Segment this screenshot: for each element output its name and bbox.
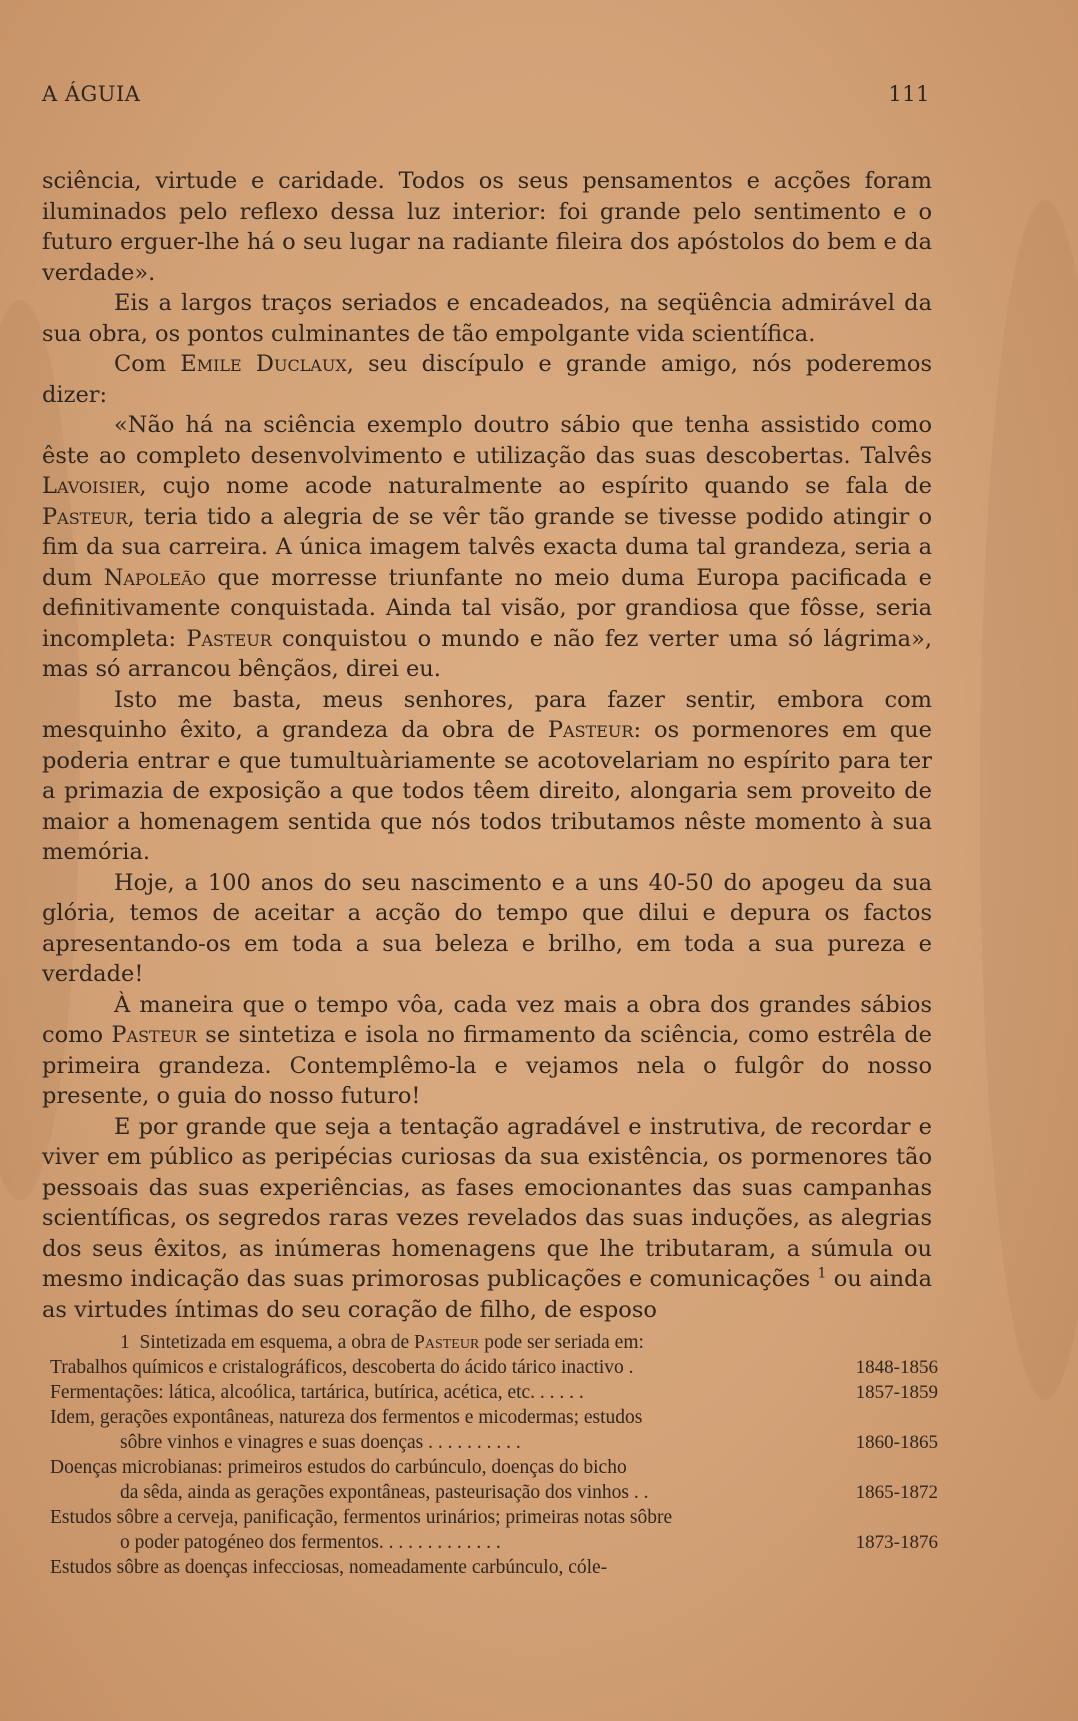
- footnote-row-years: 1860-1865: [855, 1432, 938, 1453]
- footnote-reference: 1: [817, 1265, 827, 1282]
- paragraph-text: que morresse triunfante no meio duma Europa pacificada e definitivamente conquistada. Ainda tal visão, por grandiosa que fôsse, seria incompleta:: [42, 564, 932, 652]
- person-name: Napoleão: [103, 564, 206, 591]
- footnote-list: [50, 1355, 938, 1580]
- footnote-row-text: Fermentações: lática, alcoólica, tartárica, butírica, acética, etc. . . . . .: [50, 1382, 584, 1403]
- paragraph: [42, 288, 932, 349]
- paragraph-text: : os pormenores em que poderia entrar e que tumultuàriamente se acotovelariam no espírito para ter a primazia de exposição a que todos têem direito, alongaria sem proveito de maior a homenagem sentida que nós todos tributamos nêste momento à sua memória.: [42, 717, 932, 865]
- footnote-marker: 1: [120, 1332, 130, 1353]
- paragraph-text: E por grande que seja a tentação agradável e instrutiva, de recordar e viver em público as peripécias curiosas da sua existência, os pormenores tão pessoais das suas experiências, as fases emocionantes das suas campanhas scientíficas, os segredos raras vezes revelados das suas induções, as alegrias dos seus êxitos, as inúmeras homenagens que lhe tributaram, a súmula ou mesmo indicação das suas primorosas publicações e comunicações: [42, 1113, 932, 1292]
- paragraph: [42, 1112, 932, 1326]
- person-name: Lavoisier: [42, 473, 140, 499]
- paragraph: [42, 685, 932, 868]
- footnote-row-text: sôbre vinhos e vinagres e suas doenças . . . . . . . . . .: [120, 1432, 521, 1453]
- footnote-text: pode ser seriada em:: [479, 1332, 644, 1353]
- footnote-text: Sintetizada em esquema, a obra de: [139, 1332, 415, 1353]
- person-name: Pasteur: [186, 625, 272, 652]
- footnote-row: [50, 1455, 938, 1480]
- paragraph-text: Hoje, a 100 anos do seu nascimento e a uns 40-50 do apogeu da sua glória, temos de aceitar a acção do tempo que dilui e depura os factos apresentando-os em toda a sua beleza e brilho, em toda a sua pureza e verdade!: [42, 869, 932, 987]
- paragraph-text: conquistou o mundo e não fez verter uma só lágrima», mas só arrancou bênçãos, direi eu.: [42, 625, 932, 682]
- footnote-row-text: Idem, gerações expontâneas, natureza dos fermentos e micodermas; estudos: [50, 1407, 643, 1428]
- footnote-row-text: Estudos sôbre as doenças infecciosas, nomeadamente carbúnculo, cóle-: [50, 1557, 608, 1578]
- paragraph-text: À maneira que o tempo vôa, cada vez mais a obra dos grandes sábios como: [42, 991, 932, 1048]
- paragraph: [42, 166, 932, 288]
- footnote: [50, 1330, 938, 1580]
- paragraph: [42, 868, 932, 990]
- footnote-row-text: da sêda, ainda as gerações expontâneas, pasteurisação dos vinhos . .: [120, 1482, 649, 1503]
- paragraph: [42, 990, 932, 1112]
- footnote-row-text: Doenças microbianas: primeiros estudos do carbúnculo, doenças do bicho: [50, 1457, 627, 1478]
- paragraph-text: Eis a largos traços seriados e encadeados, na seqüência admirável da sua obra, os pontos culminantes de tão empolgante vida scientífica.: [42, 290, 932, 347]
- paragraph-text: , cujo nome acode naturalmente ao espírito quando se fala de: [139, 473, 932, 499]
- paragraph-text: Isto me basta, meus senhores, para fazer sentir, embora com mesquinho êxito, a grandeza da obra de: [42, 686, 932, 743]
- footnote-row: [50, 1405, 938, 1430]
- footnote-row: [50, 1530, 938, 1555]
- paper-stain: [980, 200, 1078, 1400]
- person-name: Pasteur: [111, 1022, 197, 1048]
- quote-paragraph: [42, 410, 932, 685]
- footnote-row-text: Estudos sôbre a cerveja, panificação, fermentos urinários; primeiras notas sôbre: [50, 1507, 673, 1528]
- paragraph-text: , teria tido a alegria de se vêr tão grande se tivesse podido atingir o fim da sua carreira. A única imagem talvês exacta duma tal grandeza, seria a dum: [42, 503, 932, 591]
- page-number: 111: [888, 82, 930, 106]
- paragraph-text: «Não há na sciência exemplo doutro sábio que tenha assistido como êste ao completo desenvolvimento e utilização das suas descobertas. Talvês: [42, 412, 932, 469]
- footnote-row: [50, 1380, 938, 1405]
- main-text: [42, 166, 932, 1325]
- footnote-row: [50, 1555, 938, 1580]
- footnote-intro: [50, 1330, 938, 1355]
- person-name: Pasteur: [42, 503, 128, 530]
- paragraph-text: sciência, virtude e caridade. Todos os seus pensamentos e acções foram iluminados pelo reflexo dessa luz interior: foi grande pelo sentimento e o futuro erguer-lhe há o seu lugar na radiante fileira dos apóstolos do bem e da verdade».: [42, 168, 932, 286]
- person-name: Emile Duclaux: [180, 351, 347, 377]
- footnote-row: [50, 1505, 938, 1530]
- paragraph-text: Com: [114, 351, 181, 377]
- paragraph: [42, 349, 932, 410]
- paragraph-text: se sintetiza e isola no firmamento da sciência, como estrêla de primeira grandeza. Contemplêmo-la e vejamos nela o fulgôr do nosso presente, o guia do nosso futuro!: [42, 1022, 932, 1109]
- footnote-row-years: 1873-1876: [855, 1532, 938, 1553]
- footnote-row-years: 1848-1856: [855, 1357, 938, 1378]
- footnote-row-text: o poder patogéneo dos fermentos. . . . . . . . . . . . .: [120, 1532, 501, 1553]
- footnote-row-years: 1857-1859: [855, 1382, 938, 1403]
- footnote-row: [50, 1355, 938, 1380]
- journal-title: A ÁGUIA: [42, 82, 141, 106]
- paragraph-text: , seu discípulo e grande amigo, nós poderemos dizer:: [42, 351, 933, 408]
- person-name: Pasteur: [547, 717, 634, 743]
- footnote-row: [50, 1480, 938, 1505]
- footnote-row-text: Trabalhos químicos e cristalográficos, descoberta do ácido tárico inactivo .: [50, 1357, 634, 1378]
- person-name: Pasteur: [414, 1332, 480, 1353]
- paragraph-text: ou ainda as virtudes íntimas do seu coração de filho, de esposo: [42, 1266, 932, 1323]
- footnote-row-years: 1865-1872: [855, 1482, 938, 1503]
- footnote-row: [50, 1430, 938, 1455]
